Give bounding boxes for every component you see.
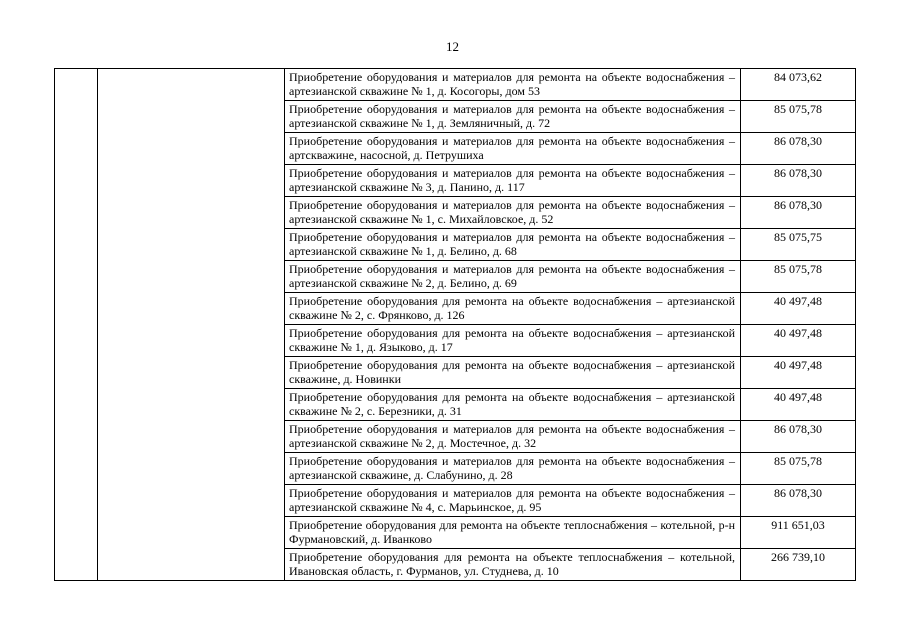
- description-cell: [285, 357, 741, 389]
- description-cell: [285, 133, 741, 165]
- amount-cell: [741, 517, 856, 549]
- table-body: [55, 69, 856, 581]
- description-text: Приобретение оборудования и материалов для ремонта на объекте водоснабжения – артскважине, насосной, д. Петрушиха: [289, 134, 735, 162]
- amount-text: 40 497,48: [774, 294, 822, 308]
- amount-text: 84 073,62: [774, 70, 822, 84]
- empty-column-cell: [55, 69, 98, 581]
- amount-text: 86 078,30: [774, 166, 822, 180]
- description-cell: [285, 101, 741, 133]
- description-text: Приобретение оборудования и материалов для ремонта на объекте водоснабжения – артезианской скважине № 3, д. Панино, д. 117: [289, 166, 735, 194]
- description-text: Приобретение оборудования для ремонта на объекте водоснабжения – артезианской скважине, д. Новинки: [289, 358, 735, 386]
- description-cell: [285, 453, 741, 485]
- empty-column-cell: [98, 69, 285, 581]
- description-text: Приобретение оборудования и материалов для ремонта на объекте водоснабжения – артезианской скважине № 1, д. Земляничный, д. 72: [289, 102, 735, 130]
- amount-text: 40 497,48: [774, 390, 822, 404]
- description-cell: [285, 261, 741, 293]
- description-cell: [285, 421, 741, 453]
- amount-text: 40 497,48: [774, 326, 822, 340]
- amount-cell: [741, 421, 856, 453]
- amount-text: 85 075,78: [774, 102, 822, 116]
- description-cell: [285, 517, 741, 549]
- description-cell: [285, 69, 741, 101]
- amount-text: 266 739,10: [771, 550, 825, 564]
- amount-cell: [741, 229, 856, 261]
- description-text: Приобретение оборудования и материалов для ремонта на объекте водоснабжения – артезианской скважине № 4, с. Марьинское, д. 95: [289, 486, 735, 514]
- amount-cell: [741, 261, 856, 293]
- amount-cell: [741, 101, 856, 133]
- amount-cell: [741, 357, 856, 389]
- amount-cell: [741, 325, 856, 357]
- amount-text: 911 651,03: [771, 518, 825, 532]
- amount-text: 85 075,78: [774, 262, 822, 276]
- amount-text: 85 075,75: [774, 230, 822, 244]
- amount-text: 86 078,30: [774, 422, 822, 436]
- amount-cell: [741, 485, 856, 517]
- amount-cell: [741, 293, 856, 325]
- amount-text: 86 078,30: [774, 134, 822, 148]
- amount-cell: [741, 389, 856, 421]
- description-text: Приобретение оборудования и материалов для ремонта на объекте водоснабжения – артезианской скважине № 2, д. Мостечное, д. 32: [289, 422, 735, 450]
- description-text: Приобретение оборудования для ремонта на объекте водоснабжения – артезианской скважине № 2, с. Фрянково, д. 126: [289, 294, 735, 322]
- amount-cell: [741, 197, 856, 229]
- amount-cell: [741, 69, 856, 101]
- description-cell: [285, 197, 741, 229]
- amount-cell: [741, 133, 856, 165]
- amount-cell: [741, 165, 856, 197]
- description-text: Приобретение оборудования для ремонта на объекте водоснабжения – артезианской скважине № 2, с. Березники, д. 31: [289, 390, 735, 418]
- description-text: Приобретение оборудования для ремонта на объекте водоснабжения – артезианской скважине № 1, д. Языково, д. 17: [289, 326, 735, 354]
- description-cell: [285, 325, 741, 357]
- description-text: Приобретение оборудования и материалов для ремонта на объекте водоснабжения – артезианской скважине № 2, д. Белино, д. 69: [289, 262, 735, 290]
- description-text: Приобретение оборудования и материалов для ремонта на объекте водоснабжения – артезианской скважине № 1, д. Косогоры, дом 53: [289, 70, 735, 98]
- description-text: Приобретение оборудования и материалов для ремонта на объекте водоснабжения – артезианской скважине № 1, с. Михайловское, д. 52: [289, 198, 735, 226]
- amount-text: 86 078,30: [774, 486, 822, 500]
- amount-text: 85 075,78: [774, 454, 822, 468]
- description-cell: [285, 485, 741, 517]
- amount-cell: [741, 549, 856, 581]
- page-number: 12: [446, 39, 459, 54]
- description-text: Приобретение оборудования и материалов для ремонта на объекте водоснабжения – артезианской скважине, д. Слабунино, д. 28: [289, 454, 735, 482]
- description-cell: [285, 229, 741, 261]
- description-cell: [285, 549, 741, 581]
- description-cell: [285, 293, 741, 325]
- table-row: [55, 69, 856, 101]
- description-text: Приобретение оборудования для ремонта на объекте теплоснабжения – котельной, Ивановская область, г. Фурманов, ул. Студнева, д. 10: [289, 550, 735, 578]
- expense-table: [54, 68, 856, 581]
- description-cell: [285, 165, 741, 197]
- description-cell: [285, 389, 741, 421]
- description-text: Приобретение оборудования и материалов для ремонта на объекте водоснабжения – артезианской скважине № 1, д. Белино, д. 68: [289, 230, 735, 258]
- description-text: Приобретение оборудования для ремонта на объекте теплоснабжения – котельной, р-н Фурмановский, д. Иванково: [289, 518, 735, 546]
- amount-text: 86 078,30: [774, 198, 822, 212]
- amount-text: 40 497,48: [774, 358, 822, 372]
- amount-cell: [741, 453, 856, 485]
